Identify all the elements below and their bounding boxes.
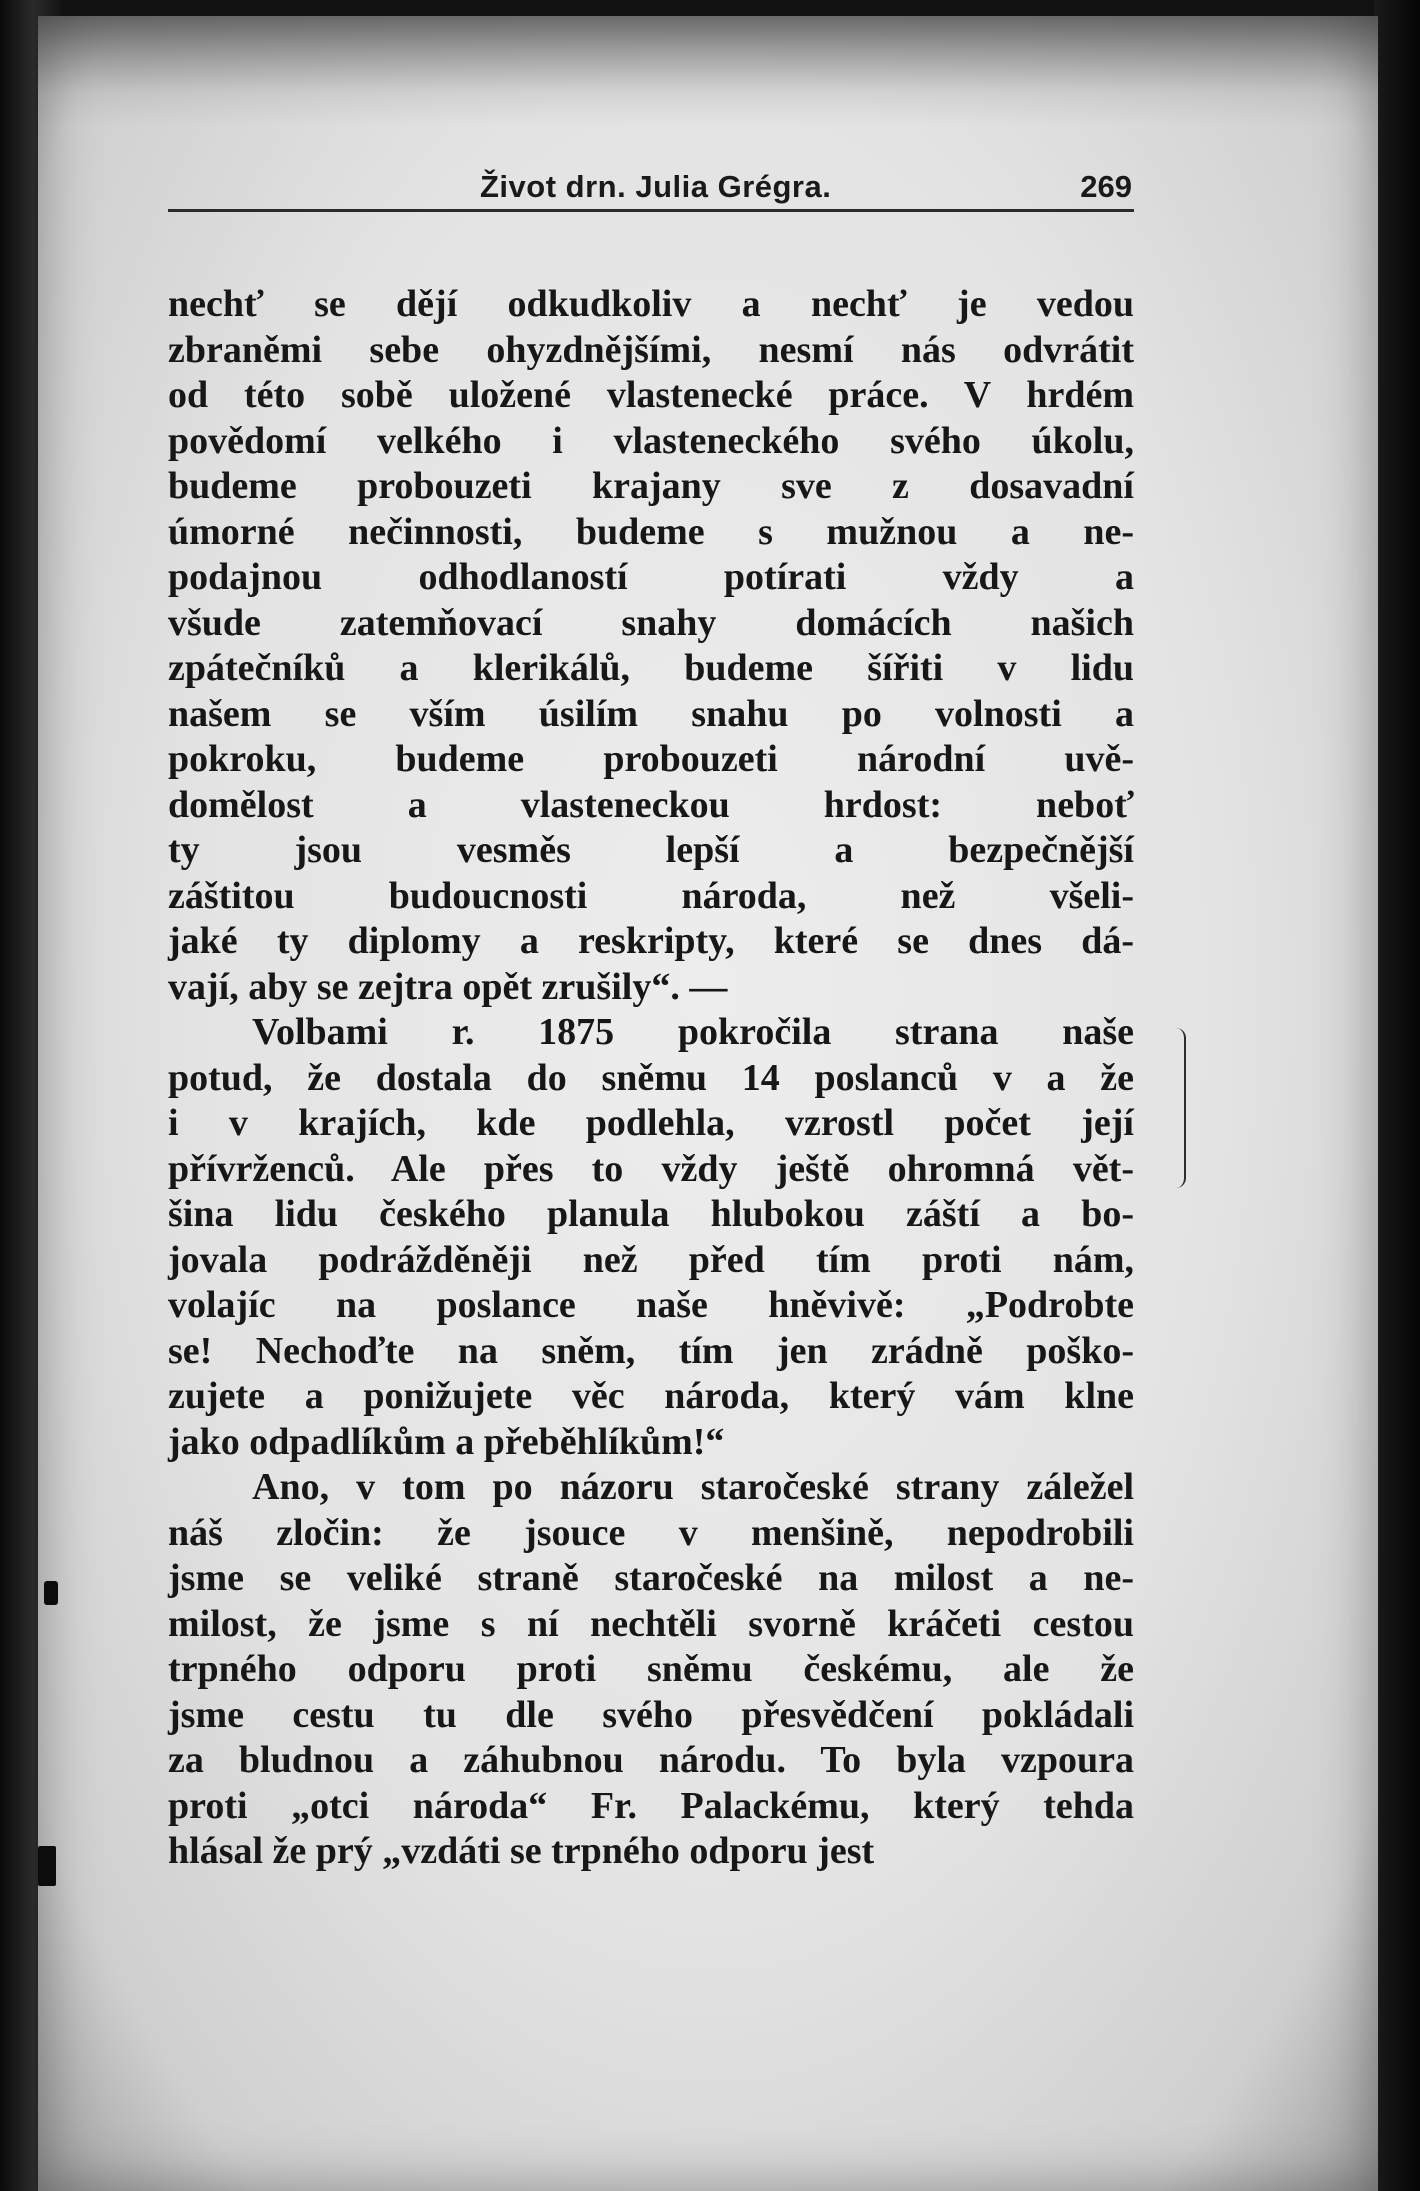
text-line: zujete a ponižujete věc národa, který vám klne xyxy=(168,1375,1134,1417)
text-line: potud, že dostala do sněmu 14 poslanců v a že xyxy=(168,1056,1134,1099)
text-line: povědomí velkého i vlasteneckého svého úkolu, xyxy=(168,419,1134,462)
running-head xyxy=(168,155,1134,212)
text-line: Volbami r. 1875 pokročila strana naše xyxy=(252,1011,1134,1053)
text-line: milost, že jsme s ní nechtěli svorně kráčeti cestou xyxy=(168,1602,1134,1645)
text-line: jaké ty diplomy a reskripty, které se dnes dá- xyxy=(168,920,1134,962)
text-line: zpátečníků a klerikálů, budeme šířiti v lidu xyxy=(168,647,1134,689)
scan-right-edge xyxy=(1374,0,1420,2191)
text-line: zbraněmi sebe ohyzdnějšími, nesmí nás odvrátit xyxy=(168,328,1134,371)
binding-mark xyxy=(38,1846,56,1886)
text-line: přívrženců. Ale přes to vždy ještě ohromná vět- xyxy=(168,1147,1134,1190)
text-line: záštitou budoucnosti národa, než všeli- xyxy=(168,874,1134,917)
text-line: nechť se dějí odkudkoliv a nechť je vedou xyxy=(168,283,1134,325)
text-line: náš zločin: že jsouce v menšině, nepodrobili xyxy=(168,1511,1134,1554)
text-line: domělost a vlasteneckou hrdost: neboť xyxy=(168,783,1134,826)
text-line: podajnou odhodlaností potírati vždy a xyxy=(168,556,1134,598)
text-line: jsme cestu tu dle svého přesvědčení pokládali xyxy=(168,1693,1134,1736)
running-title: Život drn. Julia Grégra. xyxy=(480,169,832,204)
text-line: všude zatemňovací snahy domácích našich xyxy=(168,601,1134,644)
text-line: hlásal že prý „vzdáti se trpného odporu jest xyxy=(168,1830,875,1872)
text-line: jovala podrážděněji než před tím proti nám, xyxy=(168,1238,1134,1281)
text-line: jako odpadlíkům a přeběhlíkům!“ xyxy=(168,1420,725,1463)
text-line: budeme probouzeti krajany sve z dosavadní xyxy=(168,465,1134,507)
text-line: Ano, v tom po názoru staročeské strany záležel xyxy=(252,1466,1134,1508)
margin-pencil-mark xyxy=(1176,1028,1186,1188)
text-line: proti „otci národa“ Fr. Palackému, který tehda xyxy=(168,1784,1134,1827)
page-number: 269 xyxy=(1080,169,1132,204)
text-line: trpného odporu proti sněmu českému, ale že xyxy=(168,1648,1134,1690)
text-line: vají, aby se zejtra opět zrušily“. — xyxy=(168,965,728,1008)
text-line: ty jsou vesměs lepší a bezpečnější xyxy=(168,829,1134,871)
text-line: od této sobě uložené vlastenecké práce. V hrdém xyxy=(168,374,1134,416)
text-line: šina lidu českého planula hlubokou záští a bo- xyxy=(168,1193,1134,1235)
binding-mark xyxy=(44,1581,58,1605)
text-line: volajíc na poslance naše hněvivě: „Podrobte xyxy=(168,1284,1134,1326)
text-line: pokroku, budeme probouzeti národní uvě- xyxy=(168,738,1134,780)
text-line: za bludnou a záhubnou národu. To byla vzpoura xyxy=(168,1739,1134,1781)
text-line: i v krajích, kde podlehla, vzrostl počet její xyxy=(168,1102,1134,1144)
page-top-shadow xyxy=(38,16,1378,126)
body-text xyxy=(168,282,1134,1875)
text-line: se! Nechoďte na sněm, tím jen zrádně poško- xyxy=(168,1329,1134,1372)
text-line: našem se vším úsilím snahu po volnosti a xyxy=(168,692,1134,735)
text-line: jsme se veliké straně staročeské na milost a ne- xyxy=(168,1557,1134,1599)
text-line: úmorné nečinnosti, budeme s mužnou a ne- xyxy=(168,510,1134,553)
